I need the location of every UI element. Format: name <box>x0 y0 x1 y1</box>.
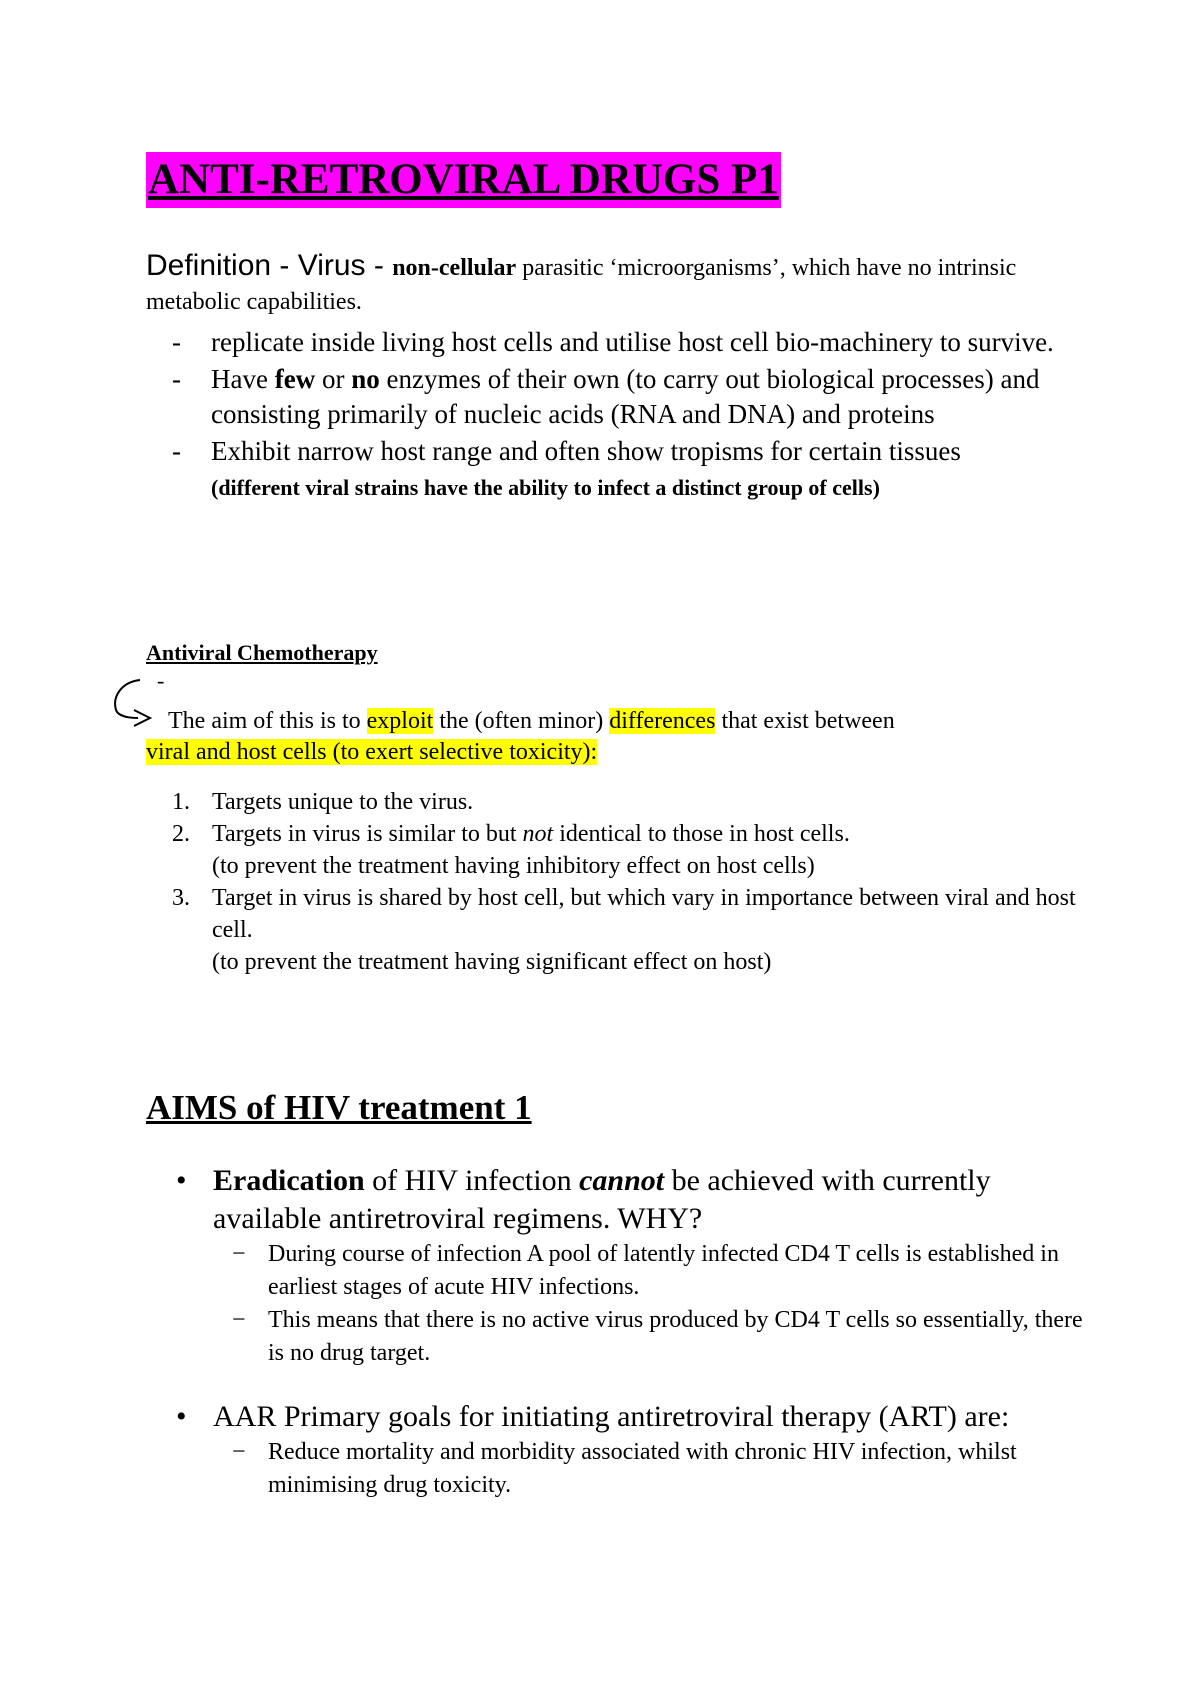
sub-marker: − <box>232 1307 246 1333</box>
aims-heading: AIMS of HIV treatment 1 <box>146 1088 532 1127</box>
list-item <box>146 362 1096 432</box>
bullet-marker: • <box>176 1400 187 1433</box>
sub-list-item <box>146 1304 1086 1370</box>
dash-marker: - <box>172 364 181 394</box>
sub-marker: − <box>232 1439 246 1465</box>
sub-text: Reduce mortality and morbidity associated with chronic HIV infection, whilst minimising drug toxicity. <box>268 1439 1017 1498</box>
point-text: or <box>315 364 352 394</box>
sub-marker: − <box>232 1241 246 1267</box>
bullet-text: of HIV infection <box>364 1164 580 1197</box>
target-text: identical to those in host cells. <box>553 821 850 847</box>
virus-points-list <box>146 325 1096 506</box>
target-text: Targets unique to the virus. <box>212 789 474 815</box>
dash-marker: - <box>172 327 181 357</box>
definition-bold: non-cellular <box>392 255 517 281</box>
definition-lead: Definition - Virus - <box>146 249 393 282</box>
target-note: (to prevent the treatment having inhibitory effect on host cells) <box>212 853 815 879</box>
target-text: Targets in virus is similar to but <box>212 821 523 847</box>
sub-list-item <box>146 1238 1086 1304</box>
dash-marker: - <box>157 668 165 693</box>
target-text: Target in virus is shared by host cell, but which vary in importance between viral and host cell. <box>212 885 1076 943</box>
list-item <box>146 434 1096 504</box>
sub-text: This means that there is no active virus produced by CD4 T cells so essentially, there is no drug target. <box>268 1307 1083 1366</box>
aims-bullet-2 <box>146 1398 1086 1502</box>
sub-text: During course of infection A pool of latently infected CD4 T cells is established in earliest stages of acute HIV infections. <box>268 1241 1059 1300</box>
point-bold: few <box>274 364 316 394</box>
point-note: (different viral strains have the ability to infect a distinct group of cells) <box>211 475 880 500</box>
list-item <box>146 1162 1086 1238</box>
aim-text: that exist between <box>715 708 895 734</box>
bullet-emphasis: cannot <box>579 1164 665 1197</box>
sub-list-item <box>146 1436 1086 1502</box>
page-title: ANTI-RETROVIRAL DRUGS P1 <box>146 152 781 208</box>
antiviral-heading: Antiviral Chemotherapy <box>146 640 378 665</box>
aim-paragraph <box>146 706 1076 768</box>
dash-marker: - <box>172 436 181 466</box>
highlight-aim-line: viral and host cells (to exert selective toxicity): <box>146 739 598 765</box>
bullet-marker: • <box>176 1164 187 1197</box>
definition-paragraph <box>146 249 1086 319</box>
list-number: 3. <box>172 885 190 911</box>
point-bold: no <box>351 364 380 394</box>
definition-rest: parasitic ‘microorganisms’, which have no intrinsic metabolic capabilities. <box>146 255 1017 315</box>
point-text: enzymes of their own (to carry out biological processes) and consisting primarily of nucleic acids (RNA and DNA) and proteins <box>211 364 1040 429</box>
list-number: 2. <box>172 821 190 847</box>
aim-text: the (often minor) <box>433 708 610 734</box>
aims-bullet-1 <box>146 1162 1086 1370</box>
bullet-text: AAR Primary goals for initiating antiretroviral therapy (ART) are: <box>213 1400 1010 1433</box>
point-text: replicate inside living host cells and utilise host cell bio-machinery to survive. <box>211 327 1054 357</box>
target-note: (to prevent the treatment having significant effect on host) <box>212 949 772 975</box>
target-emphasis: not <box>522 821 554 847</box>
bullet-bold: Eradication <box>213 1164 365 1197</box>
targets-list <box>146 786 1076 978</box>
highlight-differences: differences <box>609 708 716 734</box>
bullet-text: be achieved with currently available antiretroviral regimens. WHY? <box>213 1164 991 1235</box>
list-item <box>146 786 1076 818</box>
list-item <box>146 882 1076 978</box>
point-text: Have <box>211 364 275 394</box>
list-number: 1. <box>172 789 190 815</box>
list-item <box>146 325 1096 360</box>
list-item <box>146 1398 1086 1436</box>
highlight-exploit: exploit <box>366 708 434 734</box>
point-text: Exhibit narrow host range and often show tropisms for certain tissues <box>211 436 961 466</box>
aim-text: The aim of this is to <box>168 708 367 734</box>
list-item <box>146 818 1076 882</box>
